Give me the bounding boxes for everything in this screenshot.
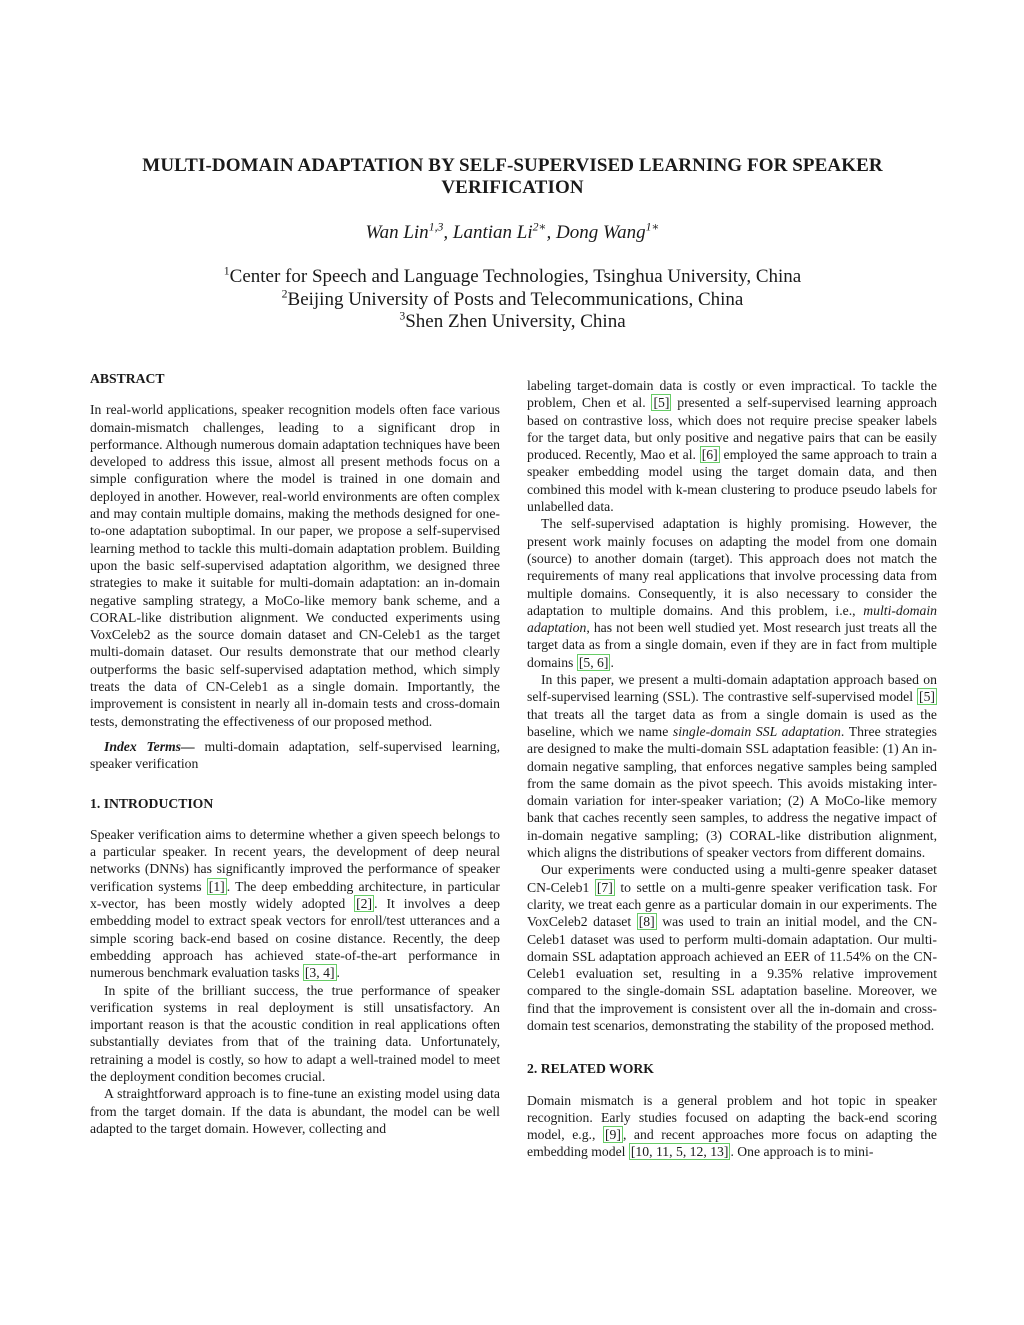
index-terms-text: multi-domain adaptation, self-supervised learning, speaker verification: [90, 738, 500, 772]
citation-link[interactable]: [10, 11, 5, 12, 13]: [630, 1144, 729, 1160]
author-list: Wan Lin$^{1,3}$, Lantian $Li^{2∗}$, Dong Wang$^{1∗}$: [365, 220, 660, 243]
body-paragraph: In this paper, we present a multi-domain adaptation approach based on self-supervised learning (SSL). The contrastive self-supervised model [5] that treats all the target data as from a single domain is used as the baseline, which we name single-domain SSL adaptation. Three strategies are designed to make the multi-domain SSL adaptation feasible: (1) An in-domain negative sampling, that enforces negative samples being sampled from the same domain as the pivot speech. This avoids mistaking inter-domain variation for inter-speaker variation; (2) A MoCo-like memory bank that caches recently seen samples, to address the negative impact of in-domain negative sampling; (3) CORAL-like distribution alignment, which aligns the distributions of speaker vectors from different domains.: [527, 672, 937, 861]
body-paragraph: Our experiments were conducted using a multi-genre speaker dataset CN-Celeb1 [7] to settle on a multi-genre speaker verification task. For clarity, we treat each genre as a particular domain in our experiments. The VoxCeleb2 dataset [8] was used to train an initial model, and the CN-Celeb1 dataset was used to perform multi-domain adaptation. Our multi-domain SSL adaptation approach achieved an EER of 11.54% on the CN-Celeb1 evaluation set, resulting in a 9.35% relative improvement compared to the single-domain SSL adaptation baseline. Moreover, we find that the improvement is consistent over all the in-domain and cross-domain test scenarios, demonstrating the stability of the proposed method.: [527, 862, 938, 1033]
citation-link[interactable]: [5]: [919, 689, 935, 705]
arxiv-identifier: [10, 350, 62, 950]
citation-link[interactable]: [3, 4]: [304, 965, 335, 981]
body-paragraph: labeling target-domain data is costly or even impractical. To tackle the problem, Chen et al. [5] presented a self-supervised learning approach based on contrastive loss, which does not require precise speaker labels for the target data, but only positive and negative pairs that can be easily produced. Recently, Mao et al. [6] employed the same approach to train a speaker embedding model using the target domain data, and then combined this model with k-mean clustering to produce pseudo labels for unlabelled data.: [527, 378, 937, 515]
affiliation: $^1$Center for Speech and Language Technologies, Tsinghua University, China: [223, 264, 802, 287]
paper-title: MULTI-DOMAIN ADAPTATION BY SELF-SUPERVISED LEARNING FOR SPEAKER VERIFICATION: [142, 155, 883, 198]
body-paragraph: Domain mismatch is a general problem and hot topic in speaker recognition. Early studies focused on adapting the back-end scoring model, e.g., [9] , and recent approaches more focus on adapting the embedding model [10, 11, 5, 12, 13] . One approach is to mini-: [527, 1092, 937, 1160]
author-affil-mark: 1∗: [645, 220, 660, 234]
citation-link[interactable]: [2]: [356, 896, 373, 912]
author-name: Lantian Li: [452, 222, 533, 243]
intro-paragraph: In spite of the brilliant success, the true performance of speaker verification systems in real deployment is still unsatisfactory. An important reason is that the acoustic condition in real applications often substantially deviates from that of the training data. Unfortunately, retraining a model is costly, so how to adapt a well-trained model to meet the deployment condition becomes crucial.: [90, 982, 500, 1084]
index-terms: [90, 738, 500, 773]
citation-link[interactable]: [6]: [701, 447, 718, 463]
author-affil-mark: 1,3: [428, 220, 444, 234]
citation-link[interactable]: [5, 6]: [578, 654, 609, 670]
related-work-heading: 2. RELATED WORK: [527, 1061, 654, 1077]
introduction-heading: 1. INTRODUCTION: [90, 795, 214, 811]
affiliation-list: [90, 266, 935, 334]
author-name: Wan Lin: [365, 222, 429, 243]
citation-link[interactable]: [1]: [208, 878, 225, 894]
citation-link[interactable]: [5]: [653, 395, 670, 411]
abstract-text: In real-world applications, speaker recognition models often face various domain-mismatch challenges, leading to a significant drop in performance. Although numerous domain adaptation techniques have been developed to address this issue, almost all present methods focus on a simple configuration where the model is trained in one domain and deployed in another. However, real-world environments are often complex and may contain multiple domains, making the methods designed for one-to-one adaptation suboptimal. In our paper, we propose a self-supervised learning method to tackle this multi-domain adaptation problem. Building upon the basic self-supervised adaptation algorithm, we designed three strategies to make it suitable for multi-domain adaptation: an in-domain negative sampling strategy, a MoCo-like memory bank scheme, and a CORAL-like distribution alignment. We conducted experiments using VoxCeleb2 as the source domain dataset and CN-Celeb1 as the target multi-domain dataset. Our results demonstrate that our method clearly outperforms the basic self-supervised adaptation method, which simply treats the data of CN-Celeb1 as a single domain. Importantly, the improvement is consistent in nearly all in-domain tests and cross-domain tests, demonstrating the effectiveness of our proposed method.: [90, 402, 500, 729]
intro-paragraph: Speaker verification aims to determine whether a given speech belongs to a particular speaker. In recent years, the development of deep neural networks (DNNs) has significantly improved the performance of speaker verification systems [1] . The deep embedding architecture, in particular x-vector, has been mostly widely adopted [2] . It involves a deep embedding model to extract speak vectors for enroll/test utterances and a simple scoring back-end based on cosine distance. Recently, the deep embedding approach has achieved state-of-the-art performance in numerous benchmark evaluation tasks [3, 4] .: [90, 826, 500, 981]
index-terms-label: Index Terms—: [104, 738, 195, 754]
left-column: [90, 370, 500, 1137]
body-paragraph: The self-supervised adaptation is highly promising. However, the present work mainly focuses on adapting the model from one domain (source) to another domain (target). This approach does not match the requirements of many real applications that involve processing data from multiple domains. Consequently, it is also necessary to consider the adaptation to multiple domains. And this problem, i.e., multi-domain adaptation, has not been well studied yet. Most research just treats all the target data as from a single domain, even if they are in fact from multiple domains [5, 6] .: [527, 516, 937, 670]
citation-link[interactable]: [8]: [638, 914, 655, 930]
affiliation: $^2$Beijing University of Posts and Telecommunications, China: [281, 287, 744, 310]
author-name: Dong Wang: [556, 222, 646, 243]
citation-link[interactable]: [9]: [604, 1127, 621, 1143]
citation-link[interactable]: [7]: [596, 879, 613, 895]
abstract-heading: ABSTRACT: [90, 371, 165, 386]
right-column: [527, 377, 937, 1161]
intro-paragraph: A straightforward approach is to fine-tune an existing model using data from the target domain. If the data is abundant, the model can be well adapted to the target domain. However, collecting and: [90, 1086, 500, 1136]
affiliation: $^3$Shen Zhen University, China: [399, 309, 626, 332]
author-affil-mark: 2∗: [532, 220, 547, 234]
